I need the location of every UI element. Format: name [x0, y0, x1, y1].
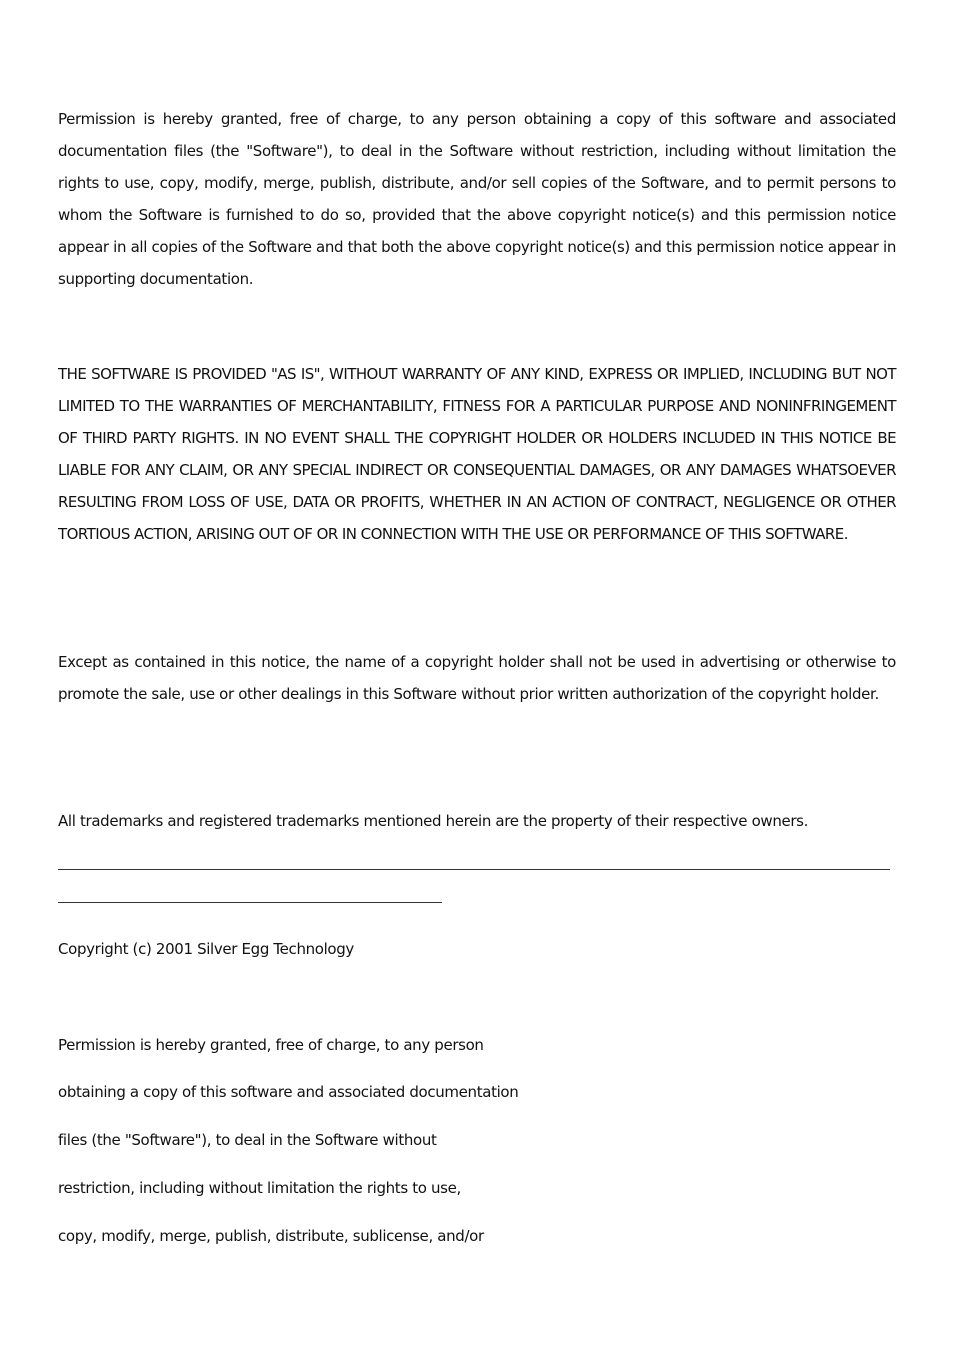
permission-paragraph: Permission is hereby granted, free of charge, to any person obtaining a copy of this software and associated documentation files (the "Software"), to deal in the Software without restriction, including without limitation the rights to use, copy, modify, merge, publish, distribute, and/or sell copies of the Software, and to permit persons to whom the Software is furnished to do so, provided that the above copyright notice(s) and this permission notice appear in all copies of the Software and that both the above copyright notice(s) and this permission notice appear in supporting documentation.: [58, 110, 896, 288]
permission-line: obtaining a copy of this software and associated documentation: [58, 1083, 519, 1101]
warranty-disclaimer-paragraph: THE SOFTWARE IS PROVIDED "AS IS", WITHOUT WARRANTY OF ANY KIND, EXPRESS OR IMPLIED, INCLUDING BUT NOT LIMITED TO THE WARRANTIES OF MERCHANTABILITY, FITNESS FOR A PARTICULAR PURPOSE AND NONINFRINGEMENT OF THIRD PARTY RIGHTS. IN NO EVENT SHALL THE COPYRIGHT HOLDER OR HOLDERS INCLUDED IN THIS NOTICE BE LIABLE FOR ANY CLAIM, OR ANY SPECIAL INDIRECT OR CONSEQUENTIAL DAMAGES, OR ANY DAMAGES WHATSOEVER RESULTING FROM LOSS OF USE, DATA OR PROFITS, WHETHER IN AN ACTION OF CONTRACT, NEGLIGENCE OR OTHER TORTIOUS ACTION, ARISING OUT OF OR IN CONNECTION WITH THE USE OR PERFORMANCE OF THIS SOFTWARE.: [58, 365, 896, 543]
separator-line-long: [58, 869, 890, 870]
permission-line: restriction, including without limitation the rights to use,: [58, 1179, 461, 1197]
permission-line: Permission is hereby granted, free of charge, to any person: [58, 1036, 484, 1054]
copyright-line: Copyright (c) 2001 Silver Egg Technology: [58, 940, 354, 958]
trademarks-paragraph: All trademarks and registered trademarks mentioned herein are the property of their respective owners.: [58, 812, 809, 830]
permission-line: files (the "Software"), to deal in the Software without: [58, 1131, 437, 1149]
permission-line: copy, modify, merge, publish, distribute, sublicense, and/or: [58, 1227, 484, 1245]
separator-line-short: [58, 902, 442, 903]
name-use-paragraph: Except as contained in this notice, the name of a copyright holder shall not be used in advertising or otherwise to promote the sale, use or other dealings in this Software without prior written authorization of the copyright holder.: [58, 653, 896, 703]
